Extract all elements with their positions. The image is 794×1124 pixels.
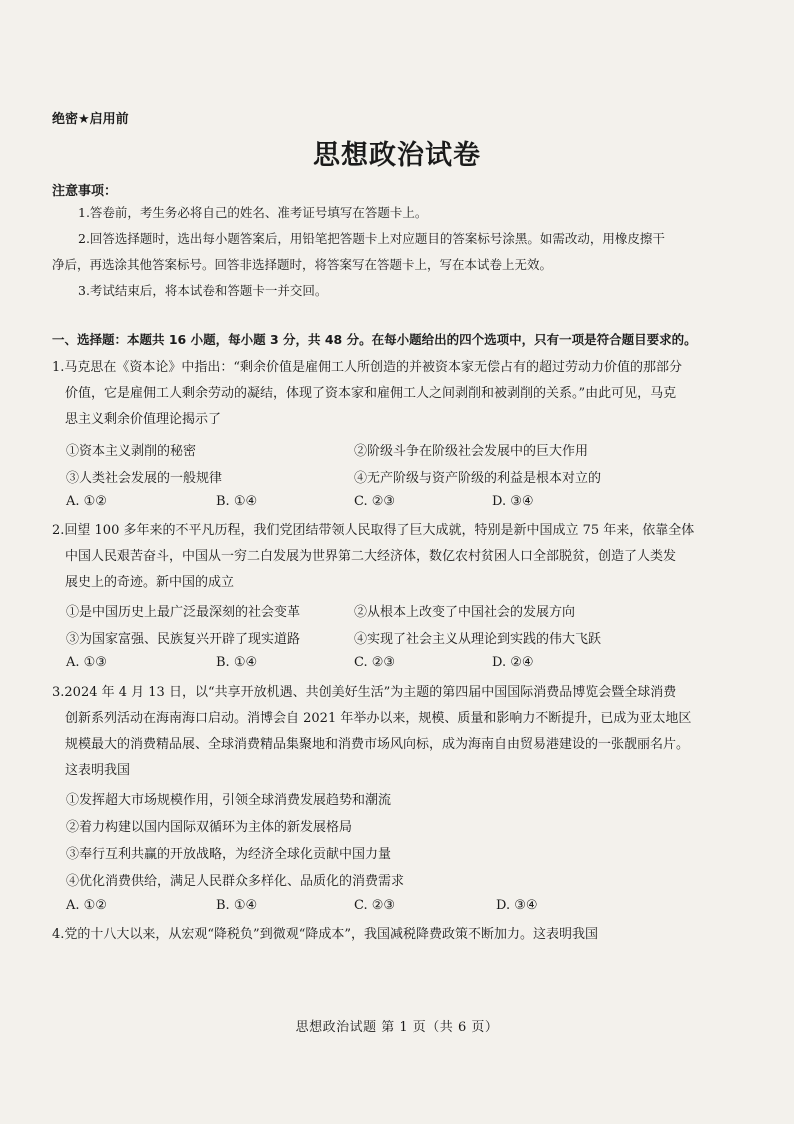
page-title: 思想政治试卷 (313, 140, 481, 171)
notice-heading: 注意事项： (52, 184, 118, 199)
statement: ④优化消费供给，满足人民群众多样化、品质化的消费需求 (66, 874, 405, 889)
stem-line: 4.党的十八大以来，从宏观“降税负”到微观“降成本”，我国减税降费政策不断加力。这表明我国 (52, 927, 598, 942)
notice-item-2: 2.回答选择题时，选出每小题答案后，用铅笔把答题卡上对应题目的答案标号涂黑。如需改动，用橡皮擦干 (78, 231, 665, 246)
statement: ④实现了社会主义从理论到实践的伟大飞跃 (354, 632, 602, 647)
confidential-mark: 绝密★启用前 (52, 112, 129, 127)
stem-line: 2.回望 100 多年来的不平凡历程，我们党团结带领人民取得了巨大成就，特别是新中国成立 75 年来，依靠全体 (52, 523, 695, 538)
question-2-stem (52, 518, 752, 596)
choice-d: D. ②④ (492, 655, 534, 670)
stem-line: 价值，它是雇佣工人剩余劳动的凝结，体现了资本家和雇佣工人之间剥削和被剥削的关系。”由此可见，马克 (65, 386, 677, 401)
section-heading: 一、选择题：本题共 16 小题，每小题 3 分，共 48 分。在每小题给出的四个选项中，只有一项是符合题目要求的。 (52, 332, 697, 347)
choice-d: D. ③④ (496, 898, 538, 913)
statement: ④无产阶级与资产阶级的利益是根本对立的 (354, 471, 602, 486)
question-3-stem (52, 680, 752, 784)
choice-b: B. ①④ (216, 494, 258, 509)
choice-b: B. ①④ (216, 898, 258, 913)
statement: ①资本主义剥削的秘密 (66, 444, 197, 459)
stem-line: 展史上的奇迹。新中国的成立 (65, 575, 235, 590)
statement: ②阶级斗争在阶级社会发展中的巨大作用 (354, 444, 589, 459)
stem-line: 创新系列活动在海南海口启动。消博会自 2021 年举办以来，规模、质量和影响力不断提升，已成为亚太地区 (65, 711, 692, 726)
stem-line: 思主义剩余价值理论揭示了 (65, 412, 222, 427)
question-1-stem (52, 355, 752, 433)
statement: ②着力构建以国内国际双循环为主体的新发展格局 (66, 820, 353, 835)
stem-line: 这表明我国 (65, 763, 131, 778)
statement: ①是中国历史上最广泛最深刻的社会变革 (66, 605, 301, 620)
question-4-stem (52, 922, 752, 948)
choice-d: D. ③④ (492, 494, 534, 509)
statement: ③奉行互利共赢的开放战略，为经济全球化贡献中国力量 (66, 847, 392, 862)
notice-item-2-cont: 净后，再选涂其他答案标号。回答非选择题时，将答案写在答题卡上，写在本试卷上无效。 (52, 257, 553, 272)
choice-a: A. ①② (66, 494, 107, 509)
notice-item-3: 3.考试结束后，将本试卷和答题卡一并交回。 (78, 283, 328, 298)
choice-a: A. ①③ (66, 655, 107, 670)
statement: ③为国家富强、民族复兴开辟了现实道路 (66, 632, 301, 647)
notice-item-1: 1.答卷前，考生务必将自己的姓名、准考证号填写在答题卡上。 (78, 205, 428, 220)
stem-line: 3.2024 年 4 月 13 日，以“共享开放机遇、共创美好生活”为主题的第四届中国国际消费品博览会暨全球消费 (52, 685, 677, 700)
choice-c: C. ②③ (354, 655, 396, 670)
stem-line: 规模最大的消费精品展、全球消费精品集聚地和消费市场风向标，成为海南自由贸易港建设的一张靓丽名片。 (65, 737, 690, 752)
page-footer: 思想政治试题 第 1 页（共 6 页） (295, 1020, 499, 1035)
choice-c: C. ②③ (354, 898, 396, 913)
statement: ③人类社会发展的一般规律 (66, 471, 223, 486)
statement: ②从根本上改变了中国社会的发展方向 (354, 605, 576, 620)
statement: ①发挥超大市场规模作用，引领全球消费发展趋势和潮流 (66, 793, 392, 808)
stem-line: 1.马克思在《资本论》中指出：“剩余价值是雇佣工人所创造的并被资本家无偿占有的超过劳动力价值的那部分 (52, 360, 683, 375)
choice-b: B. ①④ (216, 655, 258, 670)
choice-a: A. ①② (66, 898, 107, 913)
stem-line: 中国人民艰苦奋斗，中国从一穷二白发展为世界第二大经济体，数亿农村贫困人口全部脱贫，创造了人类发 (65, 549, 677, 564)
choice-c: C. ②③ (354, 494, 396, 509)
